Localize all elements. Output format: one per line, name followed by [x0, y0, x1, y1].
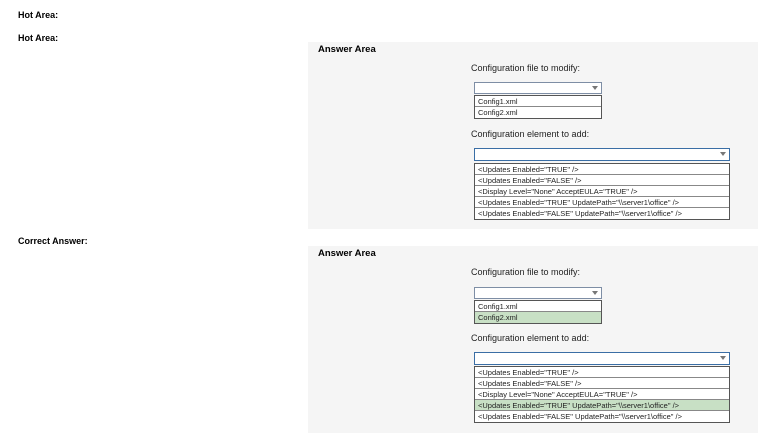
chevron-down-icon: [592, 291, 598, 295]
option-updates-false[interactable]: <Updates Enabled="FALSE" />: [475, 175, 729, 186]
chevron-down-icon: [720, 356, 726, 360]
option-config2[interactable]: Config2.xml: [478, 108, 518, 117]
answer-area-title: Answer Area: [318, 248, 376, 259]
option-updates-false-path[interactable]: <Updates Enabled="FALSE" UpdatePath="\\server1\office" />: [478, 412, 682, 421]
config-file-dropdown[interactable]: [474, 82, 602, 94]
hot-area-heading-repeat: Hot Area:: [18, 33, 59, 43]
option-updates-false-path[interactable]: <Updates Enabled="FALSE" UpdatePath="\\server1\office" />: [478, 209, 682, 218]
config-file-options: [474, 95, 602, 119]
answer-area-title: Answer Area: [318, 44, 376, 55]
config-file-dropdown[interactable]: [474, 287, 602, 299]
config-element-dropdown[interactable]: [474, 148, 730, 161]
config-file-options: [474, 300, 602, 324]
config-element-label: Configuration element to add:: [471, 333, 590, 343]
chevron-down-icon: [720, 152, 726, 156]
chevron-down-icon: [592, 86, 598, 90]
option-updates-false[interactable]: <Updates Enabled="FALSE" />: [475, 378, 729, 389]
hot-area-answer-panel: [308, 42, 758, 229]
config-element-options: [474, 366, 730, 423]
option-config2-selected[interactable]: Config2.xml: [475, 312, 601, 323]
correct-answer-heading: Correct Answer:: [18, 236, 88, 246]
hot-area-heading: Hot Area:: [18, 10, 59, 20]
option-config1[interactable]: Config1.xml: [475, 301, 601, 312]
option-updates-true-path-selected[interactable]: <Updates Enabled="TRUE" UpdatePath="\\server1\office" />: [475, 400, 729, 411]
correct-answer-panel: [308, 246, 758, 433]
config-file-label: Configuration file to modify:: [471, 267, 581, 277]
option-display-level[interactable]: <Display Level="None" AcceptEULA="TRUE" />: [475, 389, 729, 400]
config-file-label: Configuration file to modify:: [471, 63, 581, 73]
config-element-label: Configuration element to add:: [471, 129, 590, 139]
option-updates-true[interactable]: <Updates Enabled="TRUE" />: [475, 367, 729, 378]
option-config1[interactable]: Config1.xml: [475, 96, 601, 107]
config-element-dropdown[interactable]: [474, 352, 730, 365]
option-updates-true-path[interactable]: <Updates Enabled="TRUE" UpdatePath="\\server1\office" />: [475, 197, 729, 208]
config-element-options: [474, 163, 730, 220]
option-display-level[interactable]: <Display Level="None" AcceptEULA="TRUE" />: [475, 186, 729, 197]
option-updates-true[interactable]: <Updates Enabled="TRUE" />: [475, 164, 729, 175]
